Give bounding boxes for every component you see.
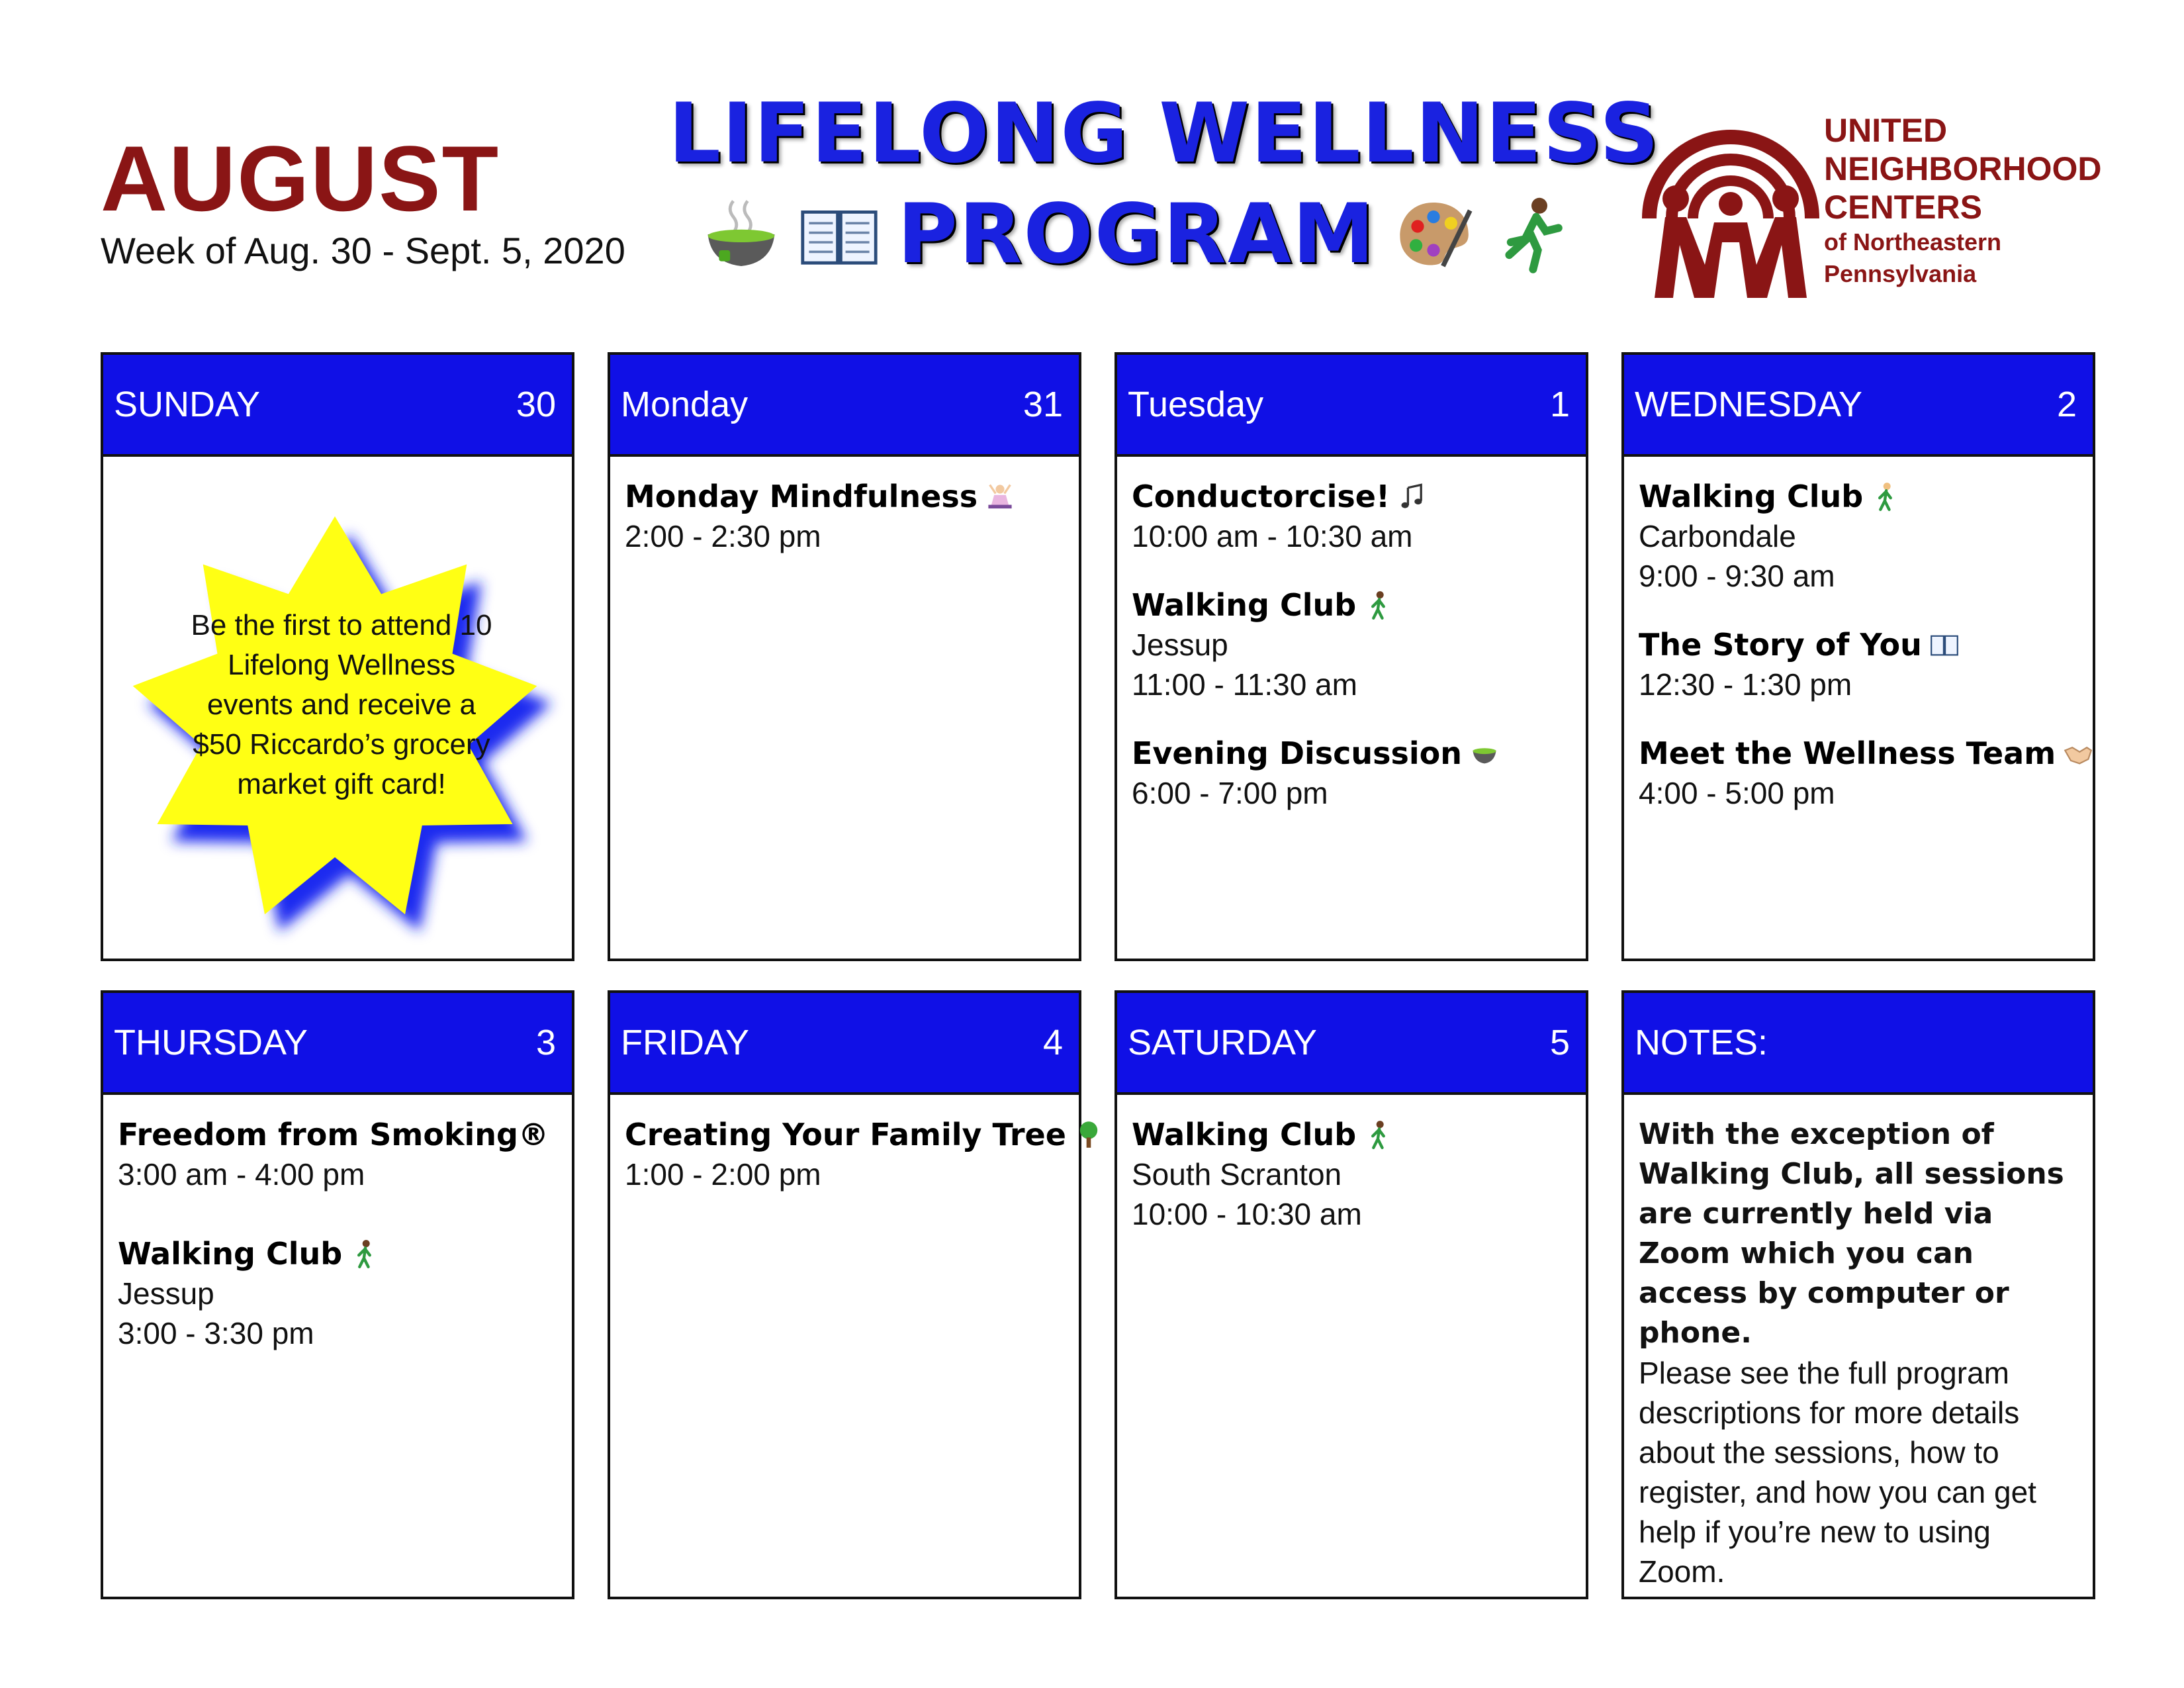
org-line-4: of Northeastern [1824,228,2002,256]
event-item [625,1115,1064,1194]
day-header [1117,355,1586,457]
walker-icon [350,1239,379,1268]
event-item [625,477,1064,556]
day-card-thursday [101,990,574,1599]
event-title-text: Walking Club [118,1236,343,1272]
notes-header [1624,993,2093,1095]
day-name: FRIDAY [621,1023,750,1062]
book-icon [1930,630,1959,659]
event-title [1639,733,2078,773]
notes-body-text: Please see the full program descriptions for more details about the sessions, how to register, and how you can get help if you’re new to using Zoom. [1639,1356,2036,1589]
event-time: 1:00 - 2:00 pm [625,1157,821,1192]
day-name: Tuesday [1128,385,1264,424]
day-card-sunday [101,352,574,961]
day-events [1624,457,2093,813]
day-header [610,993,1079,1095]
event-location: Jessup [118,1276,214,1311]
event-time: 6:00 - 7:00 pm [1132,776,1328,810]
event-item [118,1115,557,1194]
day-header [610,355,1079,457]
event-title [1639,625,2078,665]
event-title [1132,477,1571,516]
runner-icon [1492,195,1571,274]
day-name: Monday [621,385,749,424]
event-location: South Scranton [1132,1157,1342,1192]
tea-icon [1470,739,1499,768]
promo-text: Be the first to attend 10 Lifelong Wellness events and receive a $50 Riccardo’s grocery market gift card! [191,609,492,800]
event-title-text: Conductorcise! [1132,479,1390,514]
day-number: 30 [516,385,556,424]
event-time: 10:00 - 10:30 am [1132,1197,1362,1231]
organization-name [1824,111,2101,290]
event-title [118,1234,557,1274]
day-number: 1 [1549,385,1570,424]
day-name: SUNDAY [114,385,261,424]
handshake-icon [2064,739,2093,768]
day-events [1117,457,1586,813]
promo-area [103,457,572,961]
program-word: PROGRAM [897,187,1376,282]
event-title-text: Walking Club [1132,1117,1357,1152]
walker-icon [1871,482,1900,511]
event-item [1132,733,1571,813]
event-title [1639,477,2078,516]
event-item [1132,477,1571,556]
day-name: WEDNESDAY [1635,385,1863,424]
event-time: 2:00 - 2:30 pm [625,519,821,553]
event-time: 3:00 - 3:30 pm [118,1316,314,1350]
event-title-text: Walking Club [1639,479,1864,514]
org-line-3: CENTERS [1824,189,1982,226]
day-card-monday [608,352,1081,961]
week-range: Week of Aug. 30 - Sept. 5, 2020 [101,230,625,271]
day-card-saturday [1115,990,1588,1599]
day-header [103,355,572,457]
walker-icon [1364,590,1393,620]
notes-card [1621,990,2095,1599]
event-item [118,1234,557,1353]
book-icon [799,195,879,274]
event-item [1132,1115,1571,1234]
day-header [103,993,572,1095]
event-title-text: Evening Discussion [1132,735,1463,771]
event-time: 12:30 - 1:30 pm [1639,667,1852,702]
day-events [610,457,1079,556]
day-card-tuesday [1115,352,1588,961]
day-number: 31 [1023,385,1063,424]
event-title [1132,585,1571,625]
day-header [1624,355,2093,457]
org-line-2: NEIGHBORHOOD [1824,150,2102,187]
org-line-5: Pennsylvania [1824,260,1977,287]
day-card-wednesday [1621,352,2095,961]
event-item [1639,733,2078,813]
org-line-1: UNITED [1824,112,1948,149]
event-title-text: Walking Club [1132,587,1357,623]
event-title-text: Freedom from Smoking® [118,1117,549,1152]
music-notes-icon [1398,482,1427,511]
event-title [625,1115,1064,1154]
program-title-line2 [702,187,1571,282]
event-title [1132,733,1571,773]
notes-heading: NOTES: [1635,1023,1768,1062]
tree-icon [1074,1120,1103,1149]
event-time: 3:00 am - 4:00 pm [118,1157,365,1192]
notes-content [1624,1095,2093,1591]
event-title [1132,1115,1571,1154]
event-time: 9:00 - 9:30 am [1639,559,1835,593]
event-title [625,477,1064,516]
day-card-friday [608,990,1081,1599]
event-item [1639,625,2078,704]
day-number: 3 [535,1023,556,1062]
event-time: 10:00 am - 10:30 am [1132,519,1413,553]
day-events [103,1095,572,1353]
day-events [1117,1095,1586,1234]
event-title-text: Monday Mindfulness [625,479,978,514]
event-title [118,1115,557,1154]
event-location: Carbondale [1639,519,1796,553]
day-header [1117,993,1586,1095]
meditation-icon [985,482,1015,511]
notes-bold-text: With the exception of Walking Club, all sessions are currently held via Zoom which you can access by computer or phone. [1639,1117,2064,1350]
event-location: Jessup [1132,628,1228,662]
event-item [1132,585,1571,704]
day-name: SATURDAY [1128,1023,1318,1062]
event-title-text: Meet the Wellness Team [1639,735,2056,771]
day-number: 2 [2056,385,2077,424]
unc-logo-icon [1641,106,1820,298]
day-number: 5 [1549,1023,1570,1062]
event-time: 11:00 - 11:30 am [1132,667,1357,702]
month-title: AUGUST [101,126,500,230]
event-title-text: The Story of You [1639,627,1922,663]
tea-icon [702,195,781,274]
event-title-text: Creating Your Family Tree [625,1117,1066,1152]
program-title-line1: LIFELONG WELLNESS [668,86,1661,181]
day-name: THURSDAY [114,1023,308,1062]
palette-icon [1394,195,1473,274]
event-item [1639,477,2078,596]
day-number: 4 [1042,1023,1063,1062]
event-time: 4:00 - 5:00 pm [1639,776,1835,810]
day-events [610,1095,1079,1194]
walker-icon [1364,1120,1393,1149]
